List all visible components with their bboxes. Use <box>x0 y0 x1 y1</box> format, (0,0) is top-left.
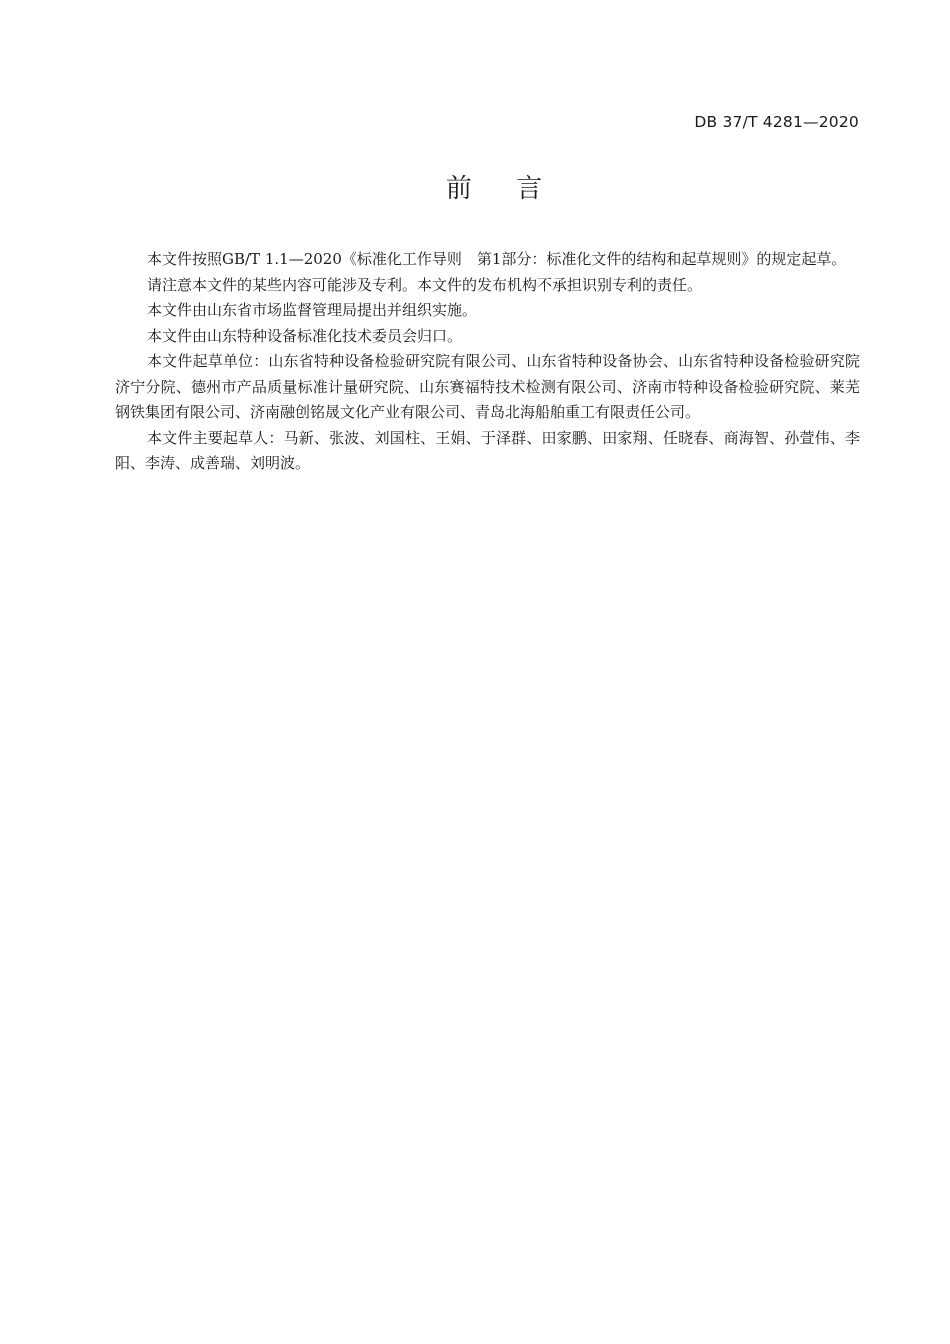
paragraph-patent-notice: 请注意本文件的某些内容可能涉及专利。本文件的发布机构不承担识别专利的责任。 <box>147 275 703 294</box>
foreword-body <box>115 247 860 477</box>
paragraph-drafting-units: 本文件起草单位：山东省特种设备检验研究院有限公司、山东省特种设备协会、山东省特种设备检验研究院济宁分院、德州市产品质量标准计量研究院、山东赛福特技术检测有限公司、济南市特种设备检验研究院、莱芜钢铁集团有限公司、济南融创铭晟文化产业有限公司、青岛北海船舶重工有限责任公司。 <box>115 352 860 421</box>
paragraph-proposer: 本文件由山东省市场监督管理局提出并组织实施。 <box>147 301 478 319</box>
paragraph-drafters: 本文件主要起草人：马新、张波、刘国柱、王娟、于泽群、田家鹏、田家翔、任晓春、商海智、孙萱伟、李阳、李涛、成善瑞、刘明波。 <box>115 428 860 472</box>
paragraph-drafting-rules: 本文件按照GB/T 1.1—2020《标准化工作导则 第1部分：标准化文件的结构和起草规则》的规定起草。 <box>147 250 847 268</box>
page-title: 前 言 <box>445 174 561 204</box>
paragraph-centralized-by: 本文件由山东特种设备标准化技术委员会归口。 <box>147 326 463 345</box>
document-code: DB 37/T 4281—2020 <box>694 113 859 131</box>
